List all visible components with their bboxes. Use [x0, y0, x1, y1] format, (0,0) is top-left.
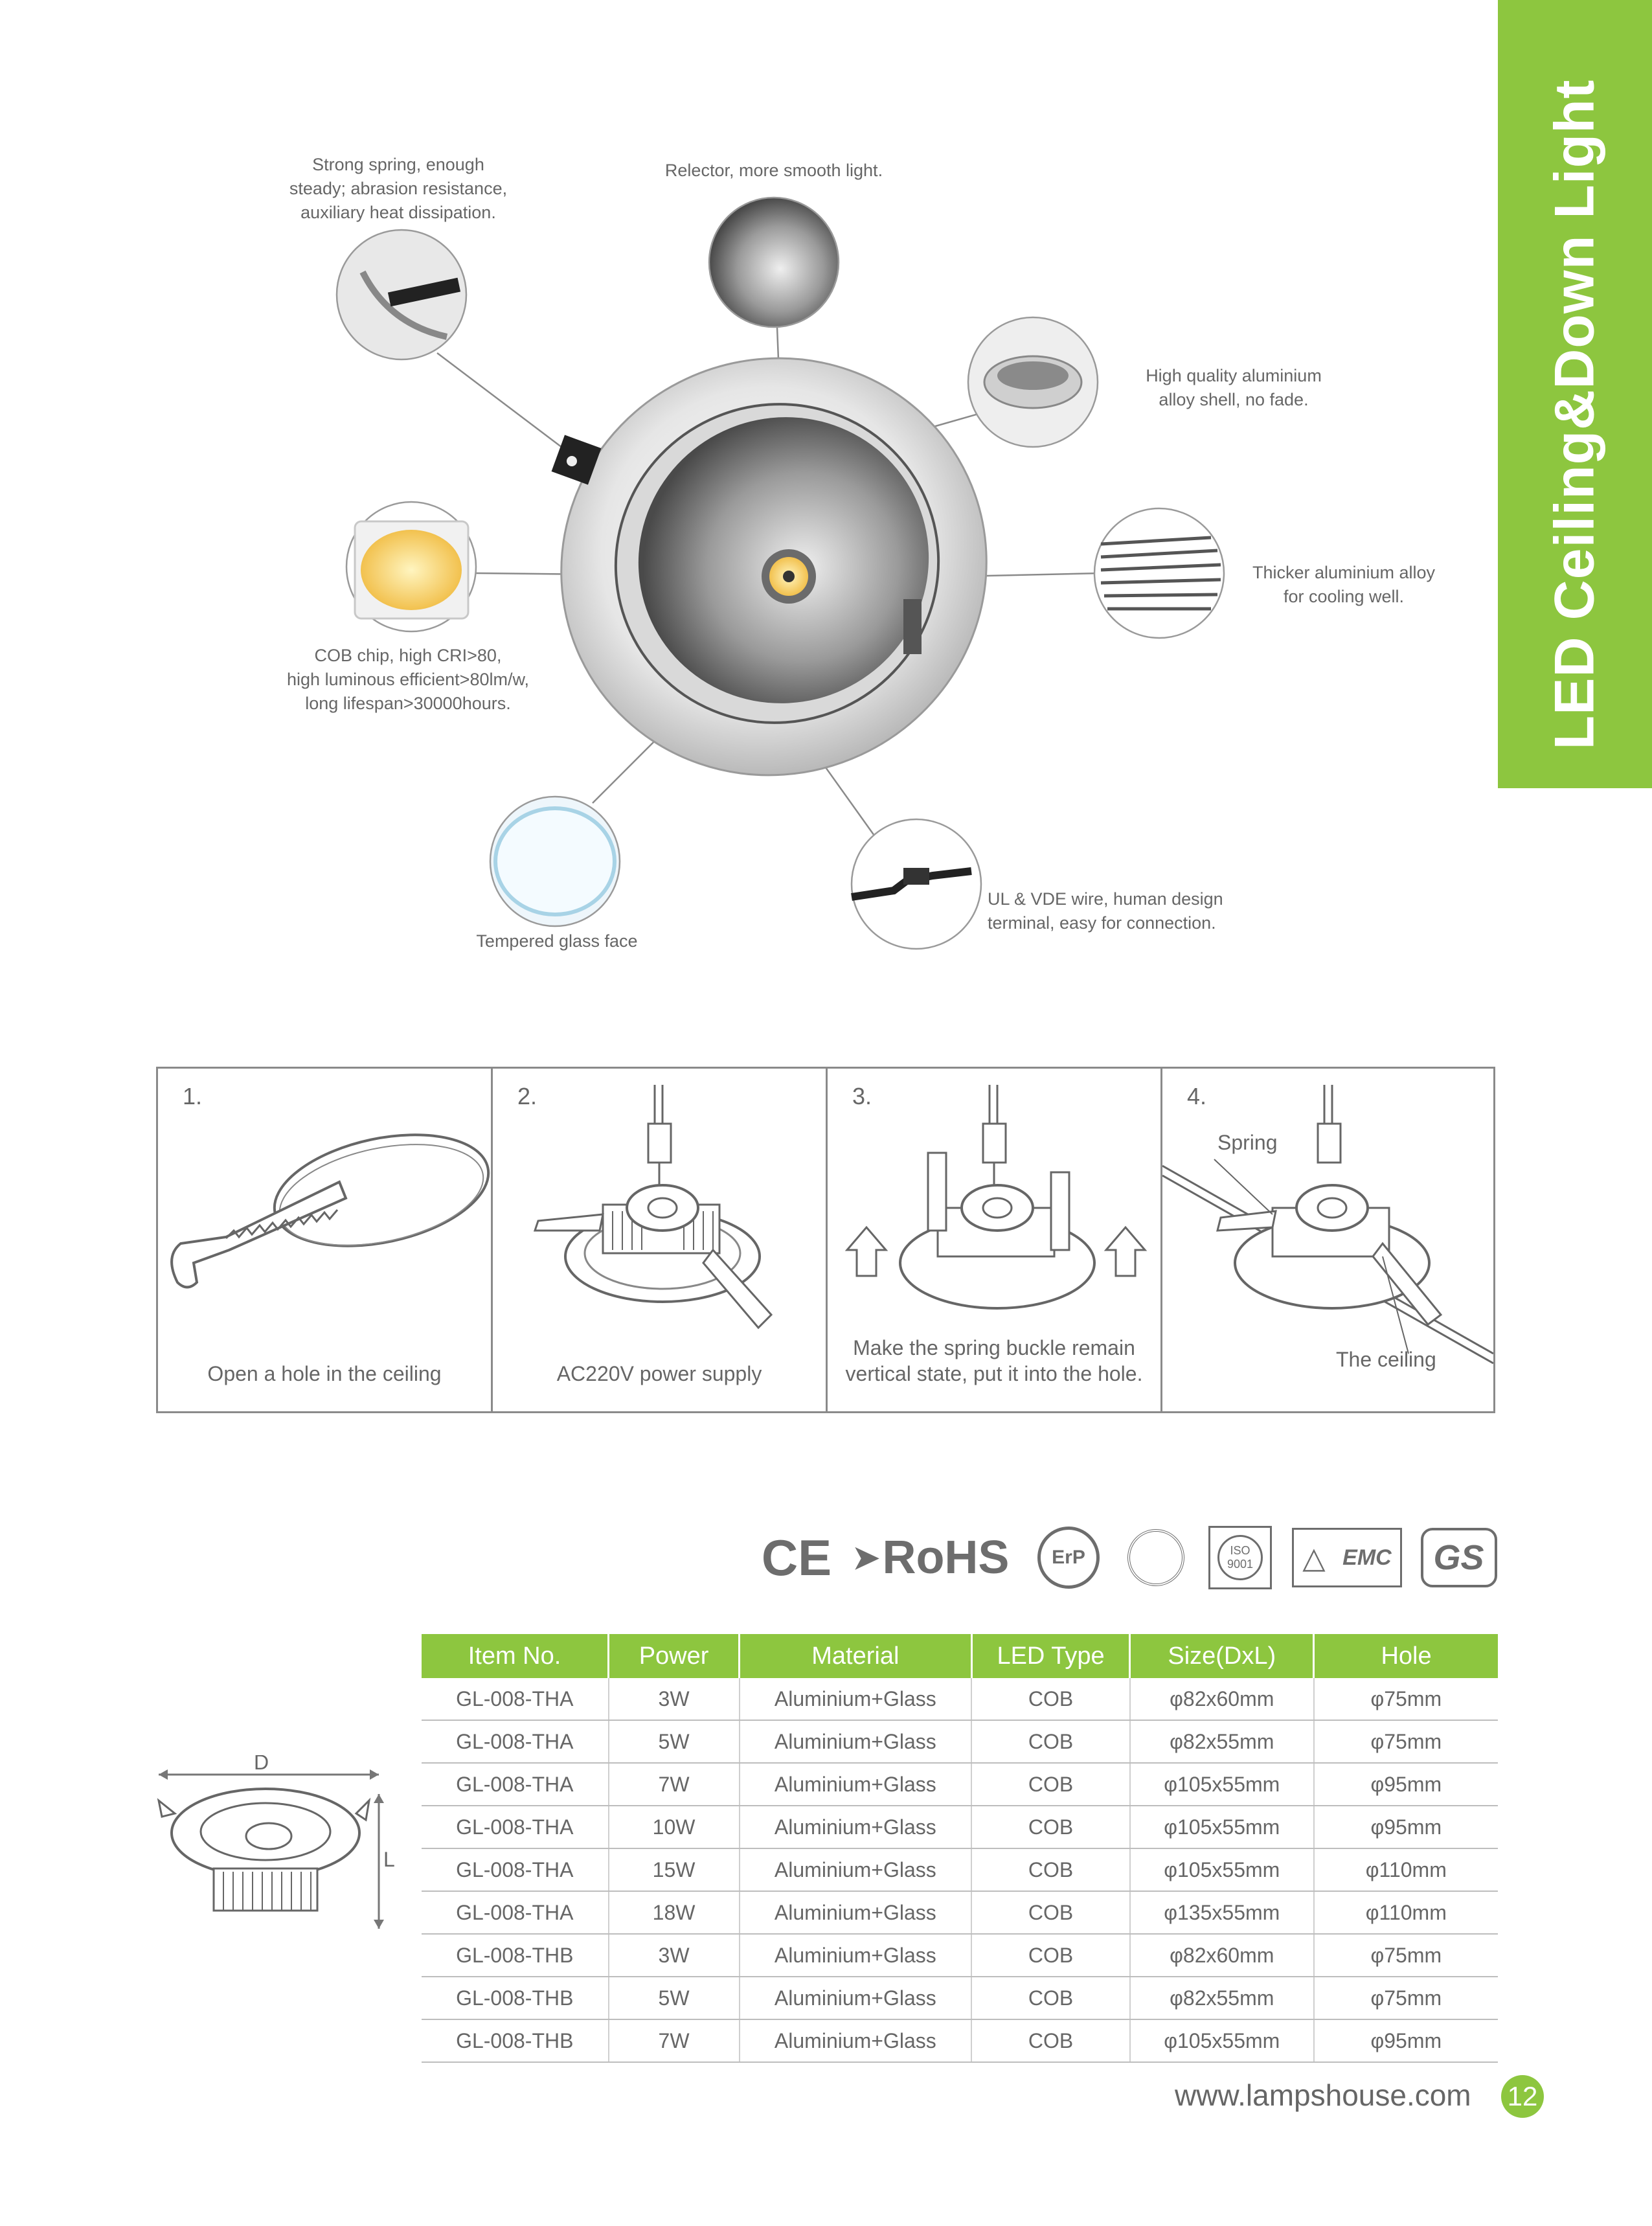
callout-reflector: Relector, more smooth light.: [664, 161, 883, 180]
table-row: GL-008-THB 5W Aluminium+Glass COB φ82x55mm φ75mm: [422, 1977, 1498, 2019]
installation-steps: [156, 1067, 1495, 1413]
side-title: LED Ceiling&Down Light: [1543, 79, 1606, 750]
iso-mark: ISO 9001: [1205, 1522, 1276, 1593]
table-row: GL-008-THA 7W Aluminium+Glass COB φ105x55mm φ95mm: [422, 1763, 1498, 1806]
table-header-row: [422, 1634, 1498, 1678]
step-caption: AC220V power supply: [556, 1362, 762, 1385]
callout-cob: COB chip, high CRI>80, high luminous efficient>80lm/w, long lifespan>30000hours.: [287, 646, 529, 713]
installed-downlight-illustration: [1162, 1069, 1493, 1415]
table-row: GL-008-THA 10W Aluminium+Glass COB φ105x55mm φ95mm: [422, 1806, 1498, 1848]
page-number: 12: [1501, 2075, 1544, 2118]
tuv-emc-mark: △ EMC: [1289, 1522, 1405, 1593]
spec-table: [422, 1634, 1498, 2063]
dim-l-label: L: [383, 1848, 395, 1871]
col-size: Size(DxL): [1130, 1634, 1314, 1678]
table-row: GL-008-THA 18W Aluminium+Glass COB φ135x55mm φ110mm: [422, 1891, 1498, 1934]
callout-cooling: Thicker aluminium alloy for cooling well.: [1252, 563, 1436, 606]
erp-mark: ErP: [1036, 1522, 1101, 1593]
col-led-type: LED Type: [971, 1634, 1130, 1678]
step-number: 1.: [183, 1083, 203, 1109]
col-power: Power: [609, 1634, 740, 1678]
step-number: 4.: [1187, 1083, 1207, 1109]
col-hole: Hole: [1314, 1634, 1498, 1678]
step-4: [1162, 1069, 1493, 1411]
table-row: GL-008-THB 7W Aluminium+Glass COB φ105x55mm φ95mm: [422, 2019, 1498, 2062]
spring-label: Spring: [1217, 1131, 1278, 1154]
col-material: Material: [740, 1634, 972, 1678]
step-3: [828, 1069, 1162, 1411]
rohs-leaf-icon: ➤: [852, 1539, 880, 1576]
seal-icon: [1124, 1522, 1188, 1593]
step-1: [158, 1069, 493, 1411]
ceiling-label: The ceiling: [1336, 1348, 1436, 1371]
table-row: GL-008-THA 5W Aluminium+Glass COB φ82x55mm φ75mm: [422, 1720, 1498, 1763]
callout-glass: Tempered glass face: [476, 931, 638, 951]
table-row: GL-008-THA 3W Aluminium+Glass COB φ82x60mm φ75mm: [422, 1678, 1498, 1720]
ce-mark: CE: [761, 1528, 832, 1586]
footer-url[interactable]: www.lampshouse.com: [1175, 2078, 1471, 2112]
step-caption: Make the spring buckle remain vertical state, put it into the hole.: [845, 1336, 1143, 1385]
table-row: GL-008-THA 15W Aluminium+Glass COB φ105x55mm φ110mm: [422, 1848, 1498, 1891]
gs-mark: GS: [1418, 1522, 1499, 1593]
rohs-text: RoHS: [882, 1532, 1010, 1584]
warning-triangle-icon: △: [1302, 1541, 1326, 1574]
step-caption: Open a hole in the ceiling: [207, 1362, 442, 1385]
step-number: 3.: [852, 1083, 872, 1109]
callout-wire: UL & VDE wire, human design terminal, easy for connection.: [988, 889, 1223, 933]
product-feature-diagram: [0, 0, 1652, 1004]
callout-spring: Strong spring, enough steady; abrasion resistance, auxiliary heat dissipation.: [289, 155, 508, 222]
step-2: [493, 1069, 828, 1411]
table-row: GL-008-THB 3W Aluminium+Glass COB φ82x60mm φ75mm: [422, 1934, 1498, 1977]
col-item-no: Item No.: [422, 1634, 609, 1678]
callout-shell: High quality aluminium alloy shell, no fade.: [1146, 366, 1322, 409]
dim-d-label: D: [254, 1755, 269, 1774]
dimension-drawing: [149, 1755, 408, 1936]
rohs-mark: [845, 1522, 1017, 1593]
step-number: 2.: [517, 1083, 537, 1109]
